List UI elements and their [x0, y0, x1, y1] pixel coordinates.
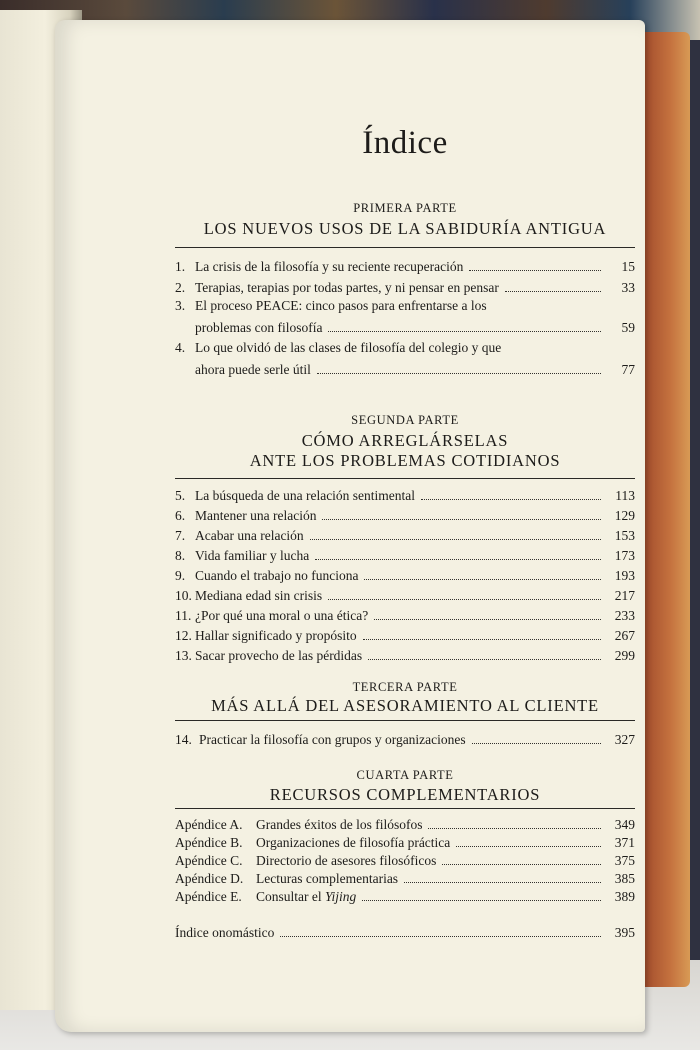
part-divider-1: [175, 247, 635, 248]
chapter-number: 2.: [175, 280, 186, 295]
dot-leader: [363, 639, 601, 640]
part-divider-3: [175, 720, 635, 721]
dot-leader: [280, 936, 601, 937]
dot-leader: [310, 539, 601, 540]
dot-leader: [505, 291, 601, 292]
part-title-2-line-2: ANTE LOS PROBLEMAS COTIDIANOS: [249, 451, 561, 470]
toc-entry-2[interactable]: [175, 278, 635, 296]
book-page: [55, 20, 645, 1032]
chapter-number: 8.: [175, 548, 186, 563]
chapter-number: 12.: [175, 628, 192, 643]
chapter-page: 327: [614, 732, 635, 747]
chapter-title: Mantener una relación: [195, 508, 317, 523]
toc-appendix-b[interactable]: [175, 833, 635, 851]
chapter-number: 14.: [175, 732, 192, 747]
chapter-number: 6.: [175, 508, 186, 523]
appendix-label: Apéndice E.: [175, 889, 242, 904]
part-label-2: SEGUNDA PARTE: [351, 413, 459, 427]
table-of-contents: [175, 20, 635, 1020]
dot-leader: [421, 499, 601, 500]
chapter-title: Acabar una relación: [195, 528, 304, 543]
chapter-number: 7.: [175, 528, 186, 543]
appendix-page: 371: [614, 835, 635, 850]
appendix-title-italic: Yijing: [325, 889, 357, 904]
part-divider-2: [175, 478, 635, 479]
dot-leader: [472, 743, 601, 744]
part-divider-4: [175, 808, 635, 809]
chapter-title: Hallar significado y propósito: [195, 628, 357, 643]
appendix-title: Organizaciones de filosofía práctica: [256, 835, 451, 850]
index-title: Índice onomástico: [175, 925, 275, 940]
part-title-1: LOS NUEVOS USOS DE LA SABIDURÍA ANTIGUA: [203, 219, 607, 238]
chapter-title-line-2: problemas con filosofía: [195, 320, 323, 335]
dot-leader: [317, 373, 601, 374]
chapter-title: Terapias, terapias por todas partes, y ni pensar en pensar: [195, 280, 499, 295]
toc-entry-1[interactable]: [175, 257, 635, 275]
part-label-3: TERCERA PARTE: [352, 680, 458, 694]
chapter-number: 9.: [175, 568, 186, 583]
appendix-label: Apéndice C.: [175, 853, 243, 868]
chapter-number: 3.: [175, 298, 186, 313]
dot-leader: [374, 619, 601, 620]
chapter-title: La búsqueda de una relación sentimental: [195, 488, 416, 503]
chapter-page: 113: [615, 488, 635, 503]
chapter-title: ¿Por qué una moral o una ética?: [195, 608, 369, 623]
chapter-page: 299: [614, 648, 635, 663]
appendix-label: Apéndice B.: [175, 835, 243, 850]
toc-appendix-c[interactable]: [175, 851, 635, 869]
toc-appendix-d[interactable]: [175, 869, 635, 887]
dot-leader: [442, 864, 601, 865]
toc-entry-9[interactable]: [175, 566, 635, 584]
chapter-number: 5.: [175, 488, 186, 503]
appendix-title: Lecturas complementarias: [256, 871, 399, 886]
chapter-page: 59: [621, 320, 635, 335]
toc-entry-6[interactable]: [175, 506, 635, 524]
chapter-page: 233: [614, 608, 635, 623]
toc-entry-11[interactable]: [175, 606, 635, 624]
chapter-page: 173: [614, 548, 635, 563]
toc-appendix-a[interactable]: [175, 815, 635, 833]
dot-leader: [364, 579, 601, 580]
appendix-page: 385: [614, 871, 635, 886]
toc-entry-13[interactable]: [175, 646, 635, 664]
appendix-label: Apéndice A.: [175, 817, 243, 832]
toc-appendix-e[interactable]: [175, 887, 635, 905]
dot-leader: [328, 599, 601, 600]
appendix-title: Grandes éxitos de los filósofos: [256, 817, 423, 832]
dot-leader: [456, 846, 601, 847]
chapter-number: 13.: [175, 648, 192, 663]
chapter-title: Cuando el trabajo no funciona: [195, 568, 359, 583]
toc-entry-5[interactable]: [175, 486, 635, 504]
appendix-title: [256, 889, 356, 905]
dot-leader: [362, 900, 601, 901]
chapter-title: Practicar la filosofía con grupos y organizaciones: [199, 732, 466, 747]
dot-leader: [404, 882, 601, 883]
chapter-page: 193: [614, 568, 635, 583]
dot-leader: [428, 828, 601, 829]
chapter-number: 1.: [175, 259, 186, 274]
chapter-number: 11.: [175, 608, 192, 623]
chapter-page: 77: [621, 362, 635, 377]
chapter-title: La crisis de la filosofía y su reciente recuperación: [195, 259, 464, 274]
toc-entry-12[interactable]: [175, 626, 635, 644]
part-label-1: PRIMERA PARTE: [353, 201, 457, 215]
appendix-title: Directorio de asesores filosóficos: [256, 853, 437, 868]
toc-entry-8[interactable]: [175, 546, 635, 564]
chapter-number: 4.: [175, 340, 186, 355]
toc-entry-14[interactable]: [175, 730, 635, 748]
dot-leader: [315, 559, 601, 560]
dot-leader: [328, 331, 601, 332]
chapter-page: 217: [614, 588, 635, 603]
part-label-4: CUARTA PARTE: [356, 768, 454, 782]
appendix-page: 349: [614, 817, 635, 832]
appendix-label: Apéndice D.: [175, 871, 244, 886]
chapter-page: 153: [614, 528, 635, 543]
appendix-page: 389: [614, 889, 635, 904]
toc-index-entry[interactable]: [175, 923, 635, 941]
chapter-page: 267: [614, 628, 635, 643]
appendix-title-text: Consultar el: [256, 889, 325, 904]
chapter-title: Sacar provecho de las pérdidas: [195, 648, 363, 663]
dot-leader: [322, 519, 601, 520]
chapter-page: 129: [614, 508, 635, 523]
chapter-title-line-2: ahora puede serle útil: [195, 362, 311, 377]
chapter-title: Vida familiar y lucha: [195, 548, 310, 563]
chapter-page: 15: [621, 259, 635, 274]
toc-entry-7[interactable]: [175, 526, 635, 544]
chapter-title-line-1[interactable]: Lo que olvidó de las clases de filosofía del colegio y que: [195, 340, 502, 355]
index-page: 395: [614, 925, 635, 940]
part-title-3: MÁS ALLÁ DEL ASESORAMIENTO AL CLIENTE: [211, 696, 599, 715]
toc-entry-4[interactable]: [195, 360, 635, 378]
appendix-page: 375: [614, 853, 635, 868]
dot-leader: [368, 659, 601, 660]
toc-entry-10[interactable]: [175, 586, 635, 604]
chapter-title: Mediana edad sin crisis: [195, 588, 323, 603]
chapter-title-line-1[interactable]: El proceso PEACE: cinco pasos para enfrentarse a los: [195, 298, 487, 313]
dot-leader: [469, 270, 601, 271]
chapter-page: 33: [621, 280, 635, 295]
toc-entry-3[interactable]: [195, 318, 635, 336]
part-title-4: RECURSOS COMPLEMENTARIOS: [269, 785, 541, 804]
page-title: Índice: [362, 125, 448, 161]
chapter-number: 10.: [175, 588, 192, 603]
part-title-2-line-1: CÓMO ARREGLÁRSELAS: [301, 431, 509, 450]
